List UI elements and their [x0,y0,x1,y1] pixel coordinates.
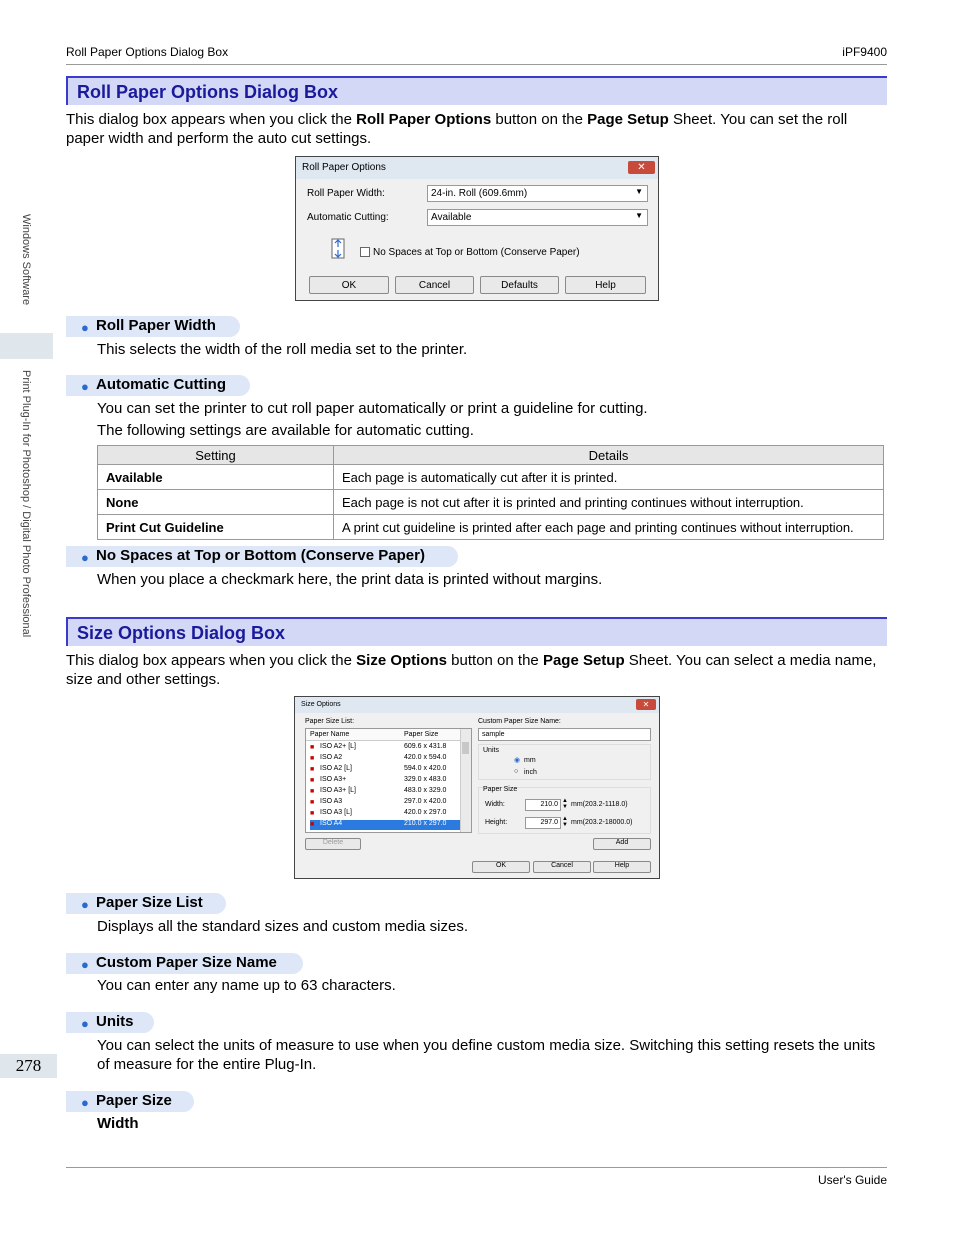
table-cell-details: Each page is automatically cut after it is printed. [334,465,884,490]
paper-size: 594.0 x 420.0 [404,765,447,772]
custom-paper-size-name-description: You can enter any name up to 63 characters. [97,977,396,994]
paper-size: 210.0 x 297.0 [404,820,447,827]
paper-name: ISO A2 [L] [320,765,352,772]
bullet-icon: ● [81,379,89,394]
table-row [98,490,884,515]
subheading-paper-size-list [66,893,226,914]
paper-size-list [305,728,472,833]
header-divider [66,64,887,65]
subheading-automatic-cutting [66,375,250,396]
unit-mm-label: mm [524,757,536,764]
intro-text: This dialog box appears when you click the [66,111,357,128]
intro-text: Sheet. You can set the roll paper width and perform the auto cut settings. [66,111,848,147]
spinner-icon: ▲ ▼ [562,798,568,810]
roll-paper-width-label: Roll Paper Width: [307,188,385,199]
dialog-title: Roll Paper Options [302,162,386,173]
paper-name: ISO A2+ [L] [320,743,356,750]
list-item [310,787,460,797]
automatic-cutting-value: Available [431,212,472,223]
paper-name: ISO A3+ [320,776,347,783]
subheading-text: Units [96,1013,134,1030]
bullet-icon: ■ [310,810,315,817]
paper-size-width-heading: Width [97,1115,139,1132]
chevron-down-icon: ▼ [635,211,643,220]
automatic-cutting-table [97,445,884,540]
paper-name: ISO A3 [L] [320,809,352,816]
paper-size: 297.0 x 420.0 [404,798,447,805]
height-label: Height: [485,819,508,826]
subheading-text: Roll Paper Width [96,317,216,334]
automatic-cutting-settings-intro: The following settings are available for automatic cutting. [97,422,474,439]
cancel-button: Cancel [395,276,474,294]
width-range: mm(203.2-1118.0) [571,801,628,808]
running-header-model: iPF9400 [842,45,887,59]
ok-button: OK [472,861,530,873]
section-title-size-options: Size Options Dialog Box [66,617,887,646]
col-header-paper-size: Paper Size [404,731,439,738]
intro-text: button on the [491,111,588,128]
custom-paper-size-name-input: sample [478,728,651,741]
bullet-icon: ● [81,550,89,565]
table-header-row [98,446,884,465]
table-cell-details: Each page is not cut after it is printed and printing continues without interruption. [334,490,884,515]
paper-icon [330,238,346,260]
dialog-title: Size Options [301,701,341,708]
subheading-text: Automatic Cutting [96,376,226,393]
table-header-details: Details [334,446,884,465]
paper-name: ISO A4 [320,820,343,827]
bullet-icon: ■ [310,744,315,751]
close-icon: ✕ [636,699,656,710]
footer-text: User's Guide [818,1173,887,1187]
no-spaces-description: When you place a checkmark here, the print data is printed without margins. [97,571,603,588]
units-label: Units [483,747,499,754]
paper-size-list-description: Displays all the standard sizes and custom media sizes. [97,918,469,935]
dialog-titlebar [295,697,659,713]
paper-size: 483.0 x 329.0 [404,787,447,794]
bullet-icon: ■ [310,766,315,773]
page-number: 278 [0,1054,57,1078]
bullet-icon: ■ [310,821,315,828]
subheading-text: Custom Paper Size Name [96,954,277,971]
paper-name: ISO A2 [320,754,343,761]
cancel-button: Cancel [533,861,591,873]
units-group [478,744,651,780]
bullet-icon: ● [81,320,89,335]
section1-intro [66,110,887,148]
intro-bold-size-options: Size Options [356,652,448,669]
width-label: Width: [485,801,505,808]
radio-selected-icon: ◉ [514,757,521,764]
automatic-cutting-description: You can set the printer to cut roll paper automatically or print a guideline for cutting. [97,400,648,417]
roll-paper-options-dialog-image [295,156,659,301]
automatic-cutting-select [427,209,648,226]
paper-size-group-label: Paper Size [483,786,518,793]
subheading-roll-paper-width [66,316,240,337]
table-cell-setting: None [98,490,334,515]
chevron-down-icon: ▼ [635,187,643,196]
paper-size: 420.0 x 297.0 [404,809,447,816]
list-item [310,776,460,786]
bullet-icon: ● [81,1095,89,1110]
ok-button: OK [309,276,389,294]
bullet-icon: ● [81,1016,89,1031]
paper-name: ISO A3 [320,798,343,805]
side-tab-plugin: Print Plug-In for Photoshop / Digital Photo Professional [20,370,32,638]
help-button: Help [593,861,651,873]
custom-paper-size-name-label: Custom Paper Size Name: [478,718,561,725]
paper-name: ISO A3+ [L] [320,787,356,794]
scrollbar-thumb [462,742,469,754]
dialog-titlebar [296,157,658,179]
delete-button: Delete [305,838,361,850]
bullet-icon: ■ [310,788,315,795]
conserve-paper-label: No Spaces at Top or Bottom (Conserve Paper) [373,247,580,258]
paper-size: 420.0 x 594.0 [404,754,447,761]
intro-text: Sheet. You can select a media name, size and other settings. [66,652,877,688]
spinner-icon: ▲ ▼ [562,816,568,828]
intro-text: button on the [447,652,543,669]
list-item [310,765,460,775]
table-cell-details: A print cut guideline is printed after each page and printing continues without interruption. [334,515,884,540]
subheading-text: Paper Size List [96,894,203,911]
subheading-text: Paper Size [96,1092,172,1109]
bullet-icon: ● [81,897,89,912]
size-options-dialog-image [294,696,660,879]
defaults-button: Defaults [480,276,559,294]
height-input: 297.0 [525,817,561,829]
table-cell-setting: Print Cut Guideline [98,515,334,540]
bullet-icon: ■ [310,799,315,806]
side-tab-windows-software: Windows Software [20,214,32,306]
table-cell-setting: Available [98,465,334,490]
intro-bold-roll-paper-options: Roll Paper Options [356,111,492,128]
subheading-no-spaces [66,546,458,567]
intro-bold-page-setup: Page Setup [542,652,625,669]
subheading-text: No Spaces at Top or Bottom (Conserve Paper) [96,547,425,564]
subheading-custom-paper-size-name [66,953,303,974]
running-header-title: Roll Paper Options Dialog Box [66,45,229,59]
list-item [310,809,460,819]
intro-text: This dialog box appears when you click the [66,652,357,669]
add-button: Add [593,838,651,850]
close-icon: ✕ [628,161,655,174]
col-header-paper-name: Paper Name [310,731,350,738]
height-range: mm(203.2-18000.0) [571,819,633,826]
intro-bold-page-setup: Page Setup [587,111,669,128]
help-button: Help [565,276,646,294]
subheading-units [66,1012,154,1033]
unit-inch-label: inch [524,769,537,776]
paper-size: 329.0 x 483.0 [404,776,447,783]
list-item [310,743,460,753]
section-title-roll-paper-options: Roll Paper Options Dialog Box [66,76,887,105]
side-tab-marker [0,333,53,359]
table-row [98,465,884,490]
radio-unselected-icon: ○ [514,768,519,775]
roll-paper-width-description: This selects the width of the roll media set to the printer. [97,341,468,358]
paper-size: 609.6 x 431.8 [404,743,447,750]
table-header-setting: Setting [98,446,334,465]
list-scrollbar [460,729,471,832]
bullet-icon: ● [81,957,89,972]
paper-size-list-label: Paper Size List: [305,718,355,725]
list-item [310,754,460,764]
list-item [310,798,460,808]
roll-paper-width-select [427,185,648,202]
subheading-paper-size [66,1091,194,1112]
units-description: You can select the units of measure to use when you define custom media size. Switching this setting resets the units of measure for the entire Plug-In. [97,1037,876,1073]
automatic-cutting-label: Automatic Cutting: [307,212,389,223]
list-header [306,729,461,741]
conserve-paper-checkbox [360,247,370,257]
roll-paper-width-value: 24-in. Roll (609.6mm) [431,188,528,199]
bullet-icon: ■ [310,755,315,762]
width-input: 210.0 [525,799,561,811]
bullet-icon: ■ [310,777,315,784]
section2-intro [66,651,887,689]
table-row [98,515,884,540]
list-item-selected [310,820,460,830]
footer-divider [66,1167,887,1168]
